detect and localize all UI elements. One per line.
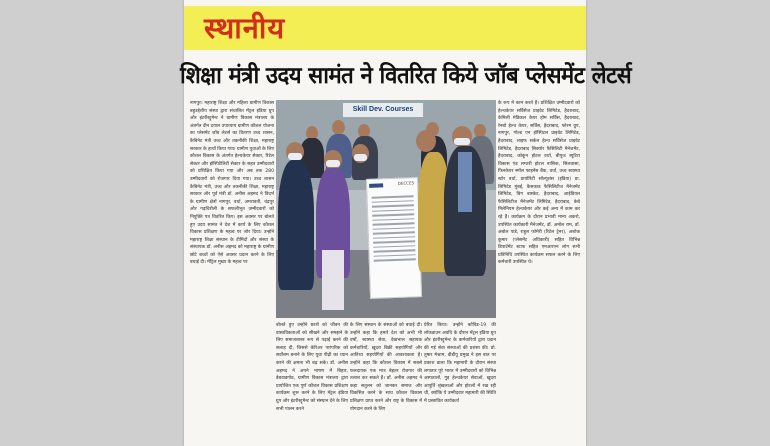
certificate-text-line xyxy=(373,245,415,248)
face-mask xyxy=(288,153,302,160)
certificate-text-line xyxy=(372,222,414,225)
placement-letter xyxy=(366,177,422,299)
certificate-text-line xyxy=(373,227,415,230)
certificate-text-line xyxy=(373,240,415,243)
certificate-text-line xyxy=(373,236,415,239)
certificate-logo xyxy=(369,183,383,187)
official-shirt xyxy=(458,152,472,212)
article-column-1: नागपुर। महाराष्ट्र शिक्षा और महिला ग्रामीण विकास बहुउद्देशीय संस्था द्वारा संचालित मॅट्रल इंडिया ग्रुप और इंटरीस्ट्रूमेन्ट ने ग्रामीण विकास मंत्रालय के अंतर्गत दीन दयाल उपाध्याय ग्रामीण कौशल योजना का प्लेसमेंट जॉब लेटर्स का वितरण उच्च शासन, कैबिनेट मंत्री उच्च और तकनीकी शिक्षा, महाराष्ट्र सरकार के हाथों किया गया। ग्रामीण युवाओं के लिए कौशल विकास के अंतर्गत हेल्थकेयर सेक्टर, रिटेल सेक्टर और हॉस्पिटैलिटी सेक्टर के सहत उम्मीदवारों को प्रशिक्षित किया गया और अब तक 280 उम्मीदवारों को रोजगार दिया गया। उच्च शासन कैबिनेट मंत्री, उच्च और तकनीकी शिक्षा, महाराष्ट्र सरकार और पूर्व मंत्री डॉ. अनीस अहमद ने विदर्भ के ग्रामीण क्षेत्रों नागपुर, वर्धा, अमरावती, चंद्रपुर और गढ़चिरौली के सफलीभूत उम्मीदवारों को नियुक्ति पत्र वितरित किए। इस अवसर पर बोलते हुए उदय सामंत ने देश में कार्य के लिए कौशल विकास प्रशिक्षण के महत्व पर जोर दिया। उन्होंने महाराष्ट्र शिक्षा संस्थान के टीमिंदों और संस्था के संस्थापक डॉ. अनीस अहमद को महाराष्ट्र के ग्रामीण छोटे बच्चों को ऐसे अवसर प्रदान करने के लिए बधाई दी। मॅट्रिल मुख्य के महत्व पर xyxy=(190,101,274,266)
certificate-text-line xyxy=(372,218,414,221)
certificate-text-line xyxy=(372,213,414,216)
newspaper-page xyxy=(180,0,632,446)
person-head xyxy=(332,120,345,135)
student-trousers xyxy=(322,250,344,310)
article-column-4: प्रेरित किया। उन्होंने कोविड-19 की लॉकडाउन अवधि के दौरान मॅट्रल इंडिया ग्रुप और इंटरीस्ट्रूमेन्ट के कर्मचारियों द्वारा प्रदान की गई सेवा संस्थाओं की प्रशंसा की। प्रो. तुषार मेश्राम, डीडीयू प्रमुख ने इस बात पर प्रकाश डाला कि महामारी के दौरान संस्था लगातार पूरे भारत में उम्मीदवारों को विभिन्न अस्पतालों, गुड़ हेल्थकेयर सेवाओं, खुदरा आपूर्ति श्रृंखलाओं और होटलों में रख रही थी, क्योंकि ये उम्मीदवार महामारी की स्थिति में प्रस्तावित कार्यकर्ता xyxy=(424,323,496,404)
student-body xyxy=(278,160,314,290)
face-mask xyxy=(326,160,340,167)
certificate-text-line xyxy=(374,258,416,261)
minister-head xyxy=(416,130,436,152)
article-headline: शिक्षा मंत्री उदय सामंत ने वितरित किये जॉब प्लेसमेंट लेटर्स xyxy=(180,63,632,89)
section-header-bar xyxy=(184,6,586,50)
article-column-2: बोलते हुए उन्होंने छात्रों को जीवन की वास्तविकताओं को सीखने और समझने के लिए समाजशास्त्र रूप से पढ़ाई करने की सलाह दी, जिससे कॅरिअर पारंपरिक को सर्वोत्तम बनाने के लिए युवा पीढ़ी का ध्यान करने की क्षमता भी बढ़ सके। डॉ. अनीस अहमद ने अपने भाषण में बिहार, डेबवाडगोठ, ग्रामीण विकास मंत्रालय द्वारा प्रायोजित एक पूर्ण कौशल विकास प्रशिक्षण कार्यक्रम शुरू करने के लिए मॅट्रल इंडिया ग्रुप और इंटरीस्ट्रूमेन्ट को संस्थान देने के लिए सभी पालन करने xyxy=(276,323,348,412)
article-photo xyxy=(276,100,496,318)
face-mask xyxy=(454,138,470,145)
article-column-3: के लिए संस्थान के संस्थाओं को बधाई दी। उन्होंने कहा कि हमारे देश को अभी भी वर्षों, स्वास्थ्य सेवा, देखभाल सहायक कर्मचारियों, खुदरा बिक्री सहयोगियों और आतिथ्य सहयोगियों की आवश्यकता है। उन्होंने कहा कि कौशल विकास में सबसे फलदायक एक मात्र बेहतर रोजगार की तलाश कर सकते हैं। डॉ. अनीस अहमद ने कहा सतुलन को जानकर समाज और विकसित करने के साथ कौशल विकास प्रशिक्षण प्राप्त करने और राष्ट्र के विकास में योगदान करने के लिए xyxy=(350,323,422,412)
certificate-logo-text: DECCES xyxy=(397,180,415,186)
banner-text: Skill Dev. Courses xyxy=(352,106,414,113)
article-column-5: के रूप में काम करते हैं। प्रशिक्षित उम्मीदवारों को हेल्थकेयर सर्विसेज प्राइवेट लिमिटेड, हैदराबाद, केमिली मेडिकल केयर होम सर्विस, हैदराबाद, रेनबो हेल्थ केयर, सर्विस, हैदराबाद, फोरम ग्रुप, नागपुर, गोल्ड एन हॉस्पिटल प्राइवेट लिमिटेड, हैदराबाद, लाइफ सर्कल हेल्थ सर्विसेज प्राइवेट लिमिटेड, हैदराबाद सिक्योर फैसिलिटी मैनेजमेंट, हैदराबाद, कोकून होटल वर्धा, बीयूज ब्यूटिरा विकास एंड लग्जरी होटल नासिक, सिलवासा, फिनकेयर स्मॉल फाइनेंस बैंक, वर्धा, उच्च स्वास्थ्य स्टोर वर्धा, प्रायोरिटी सॉल्यूशंस (इंडिया) प्रा. लिमिटेड मुंबई, कैसकाड फैसिलिटीज मैनेजमेंट लिमिटेड, बिग बास्केट, हैदराबाद, आईडियल फैसिलिटीज मैनेजमेंट लिमिटेड, हैदराबाद, केबे मिलेनियम हेल्थकेयर और कई अन्य में काम कर रहे हैं। कार्यक्रम के दौरान प्रभावी मान्य अकरो, उपस्थित कार्यकारी मैनेजमेंट, डॉ. अमोल राम, डॉ. अबोल पाडे, राहुल फोमेरी (रिटेल ट्रेनर), अशोक कुमार (प्लेसमेंट अधिकारी) सहित विभिन्न डिपार्टमेंट स्टाफ सहित एमआरएन लोग सभी प्रतिनिधि उपस्थित कार्यक्रम सफल करने के लिए कर्मचारी उपस्थित थे। xyxy=(498,101,580,266)
section-title: स्थानीय xyxy=(204,11,286,45)
certificate-text-line xyxy=(372,209,414,212)
face-mask xyxy=(354,154,367,161)
certificate-text-line xyxy=(372,195,414,198)
photo-banner xyxy=(342,102,424,118)
certificate-text-line xyxy=(374,254,416,257)
certificate-text-line xyxy=(373,249,415,252)
certificate-text-line xyxy=(372,204,414,207)
certificate-text-line xyxy=(372,200,414,203)
certificate-text-line xyxy=(373,231,415,234)
